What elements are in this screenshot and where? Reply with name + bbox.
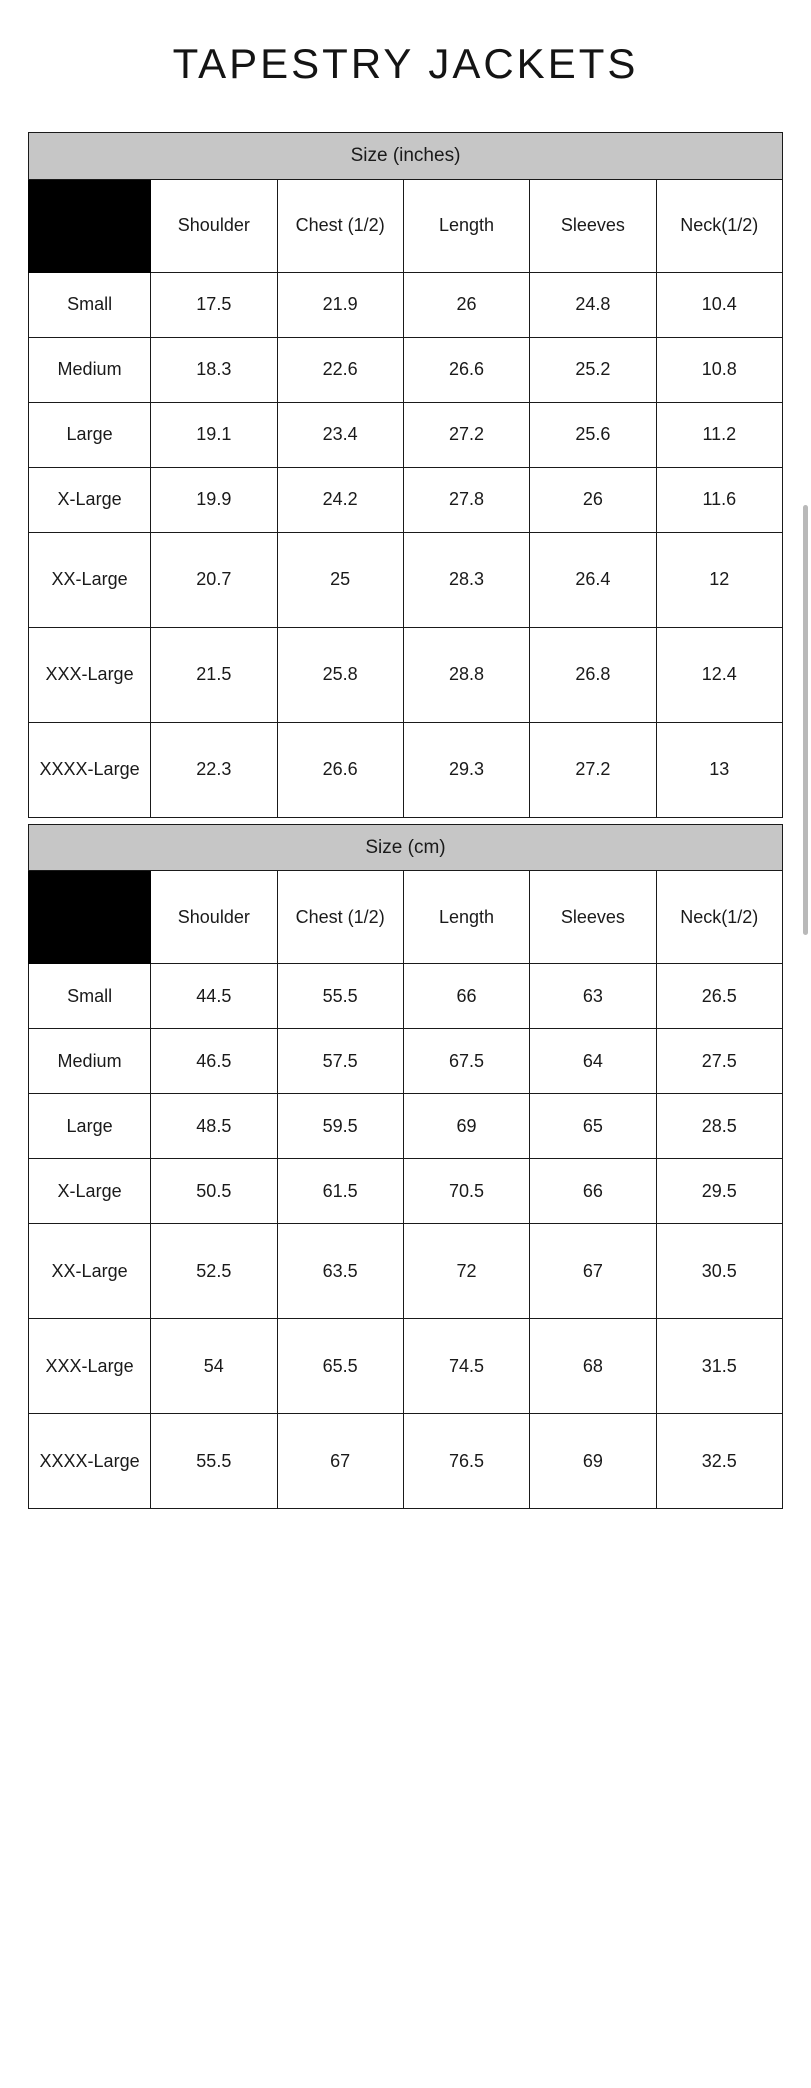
row-label: XXX-Large — [29, 1319, 151, 1414]
cell-length: 27.2 — [403, 402, 529, 467]
size-chart-page — [0, 40, 811, 1509]
table-row — [29, 1319, 783, 1414]
section-header-label-cm: Size (cm) — [29, 824, 783, 871]
row-label: XXXX-Large — [29, 722, 151, 817]
cell-chest: 24.2 — [277, 467, 403, 532]
column-header-neck-inches: Neck(1/2) — [656, 179, 782, 272]
cell-sleeves: 26.4 — [530, 532, 656, 627]
cell-sleeves: 27.2 — [530, 722, 656, 817]
table-row — [29, 467, 783, 532]
cell-neck: 31.5 — [656, 1319, 782, 1414]
cell-neck: 30.5 — [656, 1224, 782, 1319]
table-row — [29, 627, 783, 722]
cell-length: 28.8 — [403, 627, 529, 722]
cell-sleeves: 25.2 — [530, 337, 656, 402]
cell-shoulder: 52.5 — [151, 1224, 277, 1319]
cell-chest: 25.8 — [277, 627, 403, 722]
cell-sleeves: 24.8 — [530, 272, 656, 337]
cell-shoulder: 18.3 — [151, 337, 277, 402]
cell-shoulder: 19.9 — [151, 467, 277, 532]
cell-shoulder: 21.5 — [151, 627, 277, 722]
column-header-chest-inches: Chest (1/2) — [277, 179, 403, 272]
row-label: Medium — [29, 337, 151, 402]
cell-neck: 13 — [656, 722, 782, 817]
corner-cell-cm — [29, 871, 151, 964]
size-tables-container — [28, 132, 783, 1509]
cell-shoulder: 17.5 — [151, 272, 277, 337]
cell-length: 70.5 — [403, 1159, 529, 1224]
column-header-length-cm: Length — [403, 871, 529, 964]
table-row — [29, 337, 783, 402]
cell-shoulder: 54 — [151, 1319, 277, 1414]
cell-chest: 55.5 — [277, 964, 403, 1029]
section-header-row-inches — [29, 133, 783, 180]
cell-shoulder: 20.7 — [151, 532, 277, 627]
cell-shoulder: 19.1 — [151, 402, 277, 467]
cell-sleeves: 66 — [530, 1159, 656, 1224]
table-row — [29, 1029, 783, 1094]
cell-chest: 22.6 — [277, 337, 403, 402]
column-header-sleeves-inches: Sleeves — [530, 179, 656, 272]
cell-length: 28.3 — [403, 532, 529, 627]
size-table-cm — [28, 824, 783, 1510]
cell-neck: 11.6 — [656, 467, 782, 532]
row-label: Medium — [29, 1029, 151, 1094]
column-header-shoulder-cm: Shoulder — [151, 871, 277, 964]
cell-chest: 63.5 — [277, 1224, 403, 1319]
cell-shoulder: 44.5 — [151, 964, 277, 1029]
cell-neck: 32.5 — [656, 1414, 782, 1509]
table-row — [29, 1224, 783, 1319]
row-label: XXX-Large — [29, 627, 151, 722]
column-header-shoulder-inches: Shoulder — [151, 179, 277, 272]
cell-chest: 57.5 — [277, 1029, 403, 1094]
cell-shoulder: 46.5 — [151, 1029, 277, 1094]
row-label: X-Large — [29, 467, 151, 532]
row-label: X-Large — [29, 1159, 151, 1224]
row-label: Large — [29, 1094, 151, 1159]
table-row — [29, 722, 783, 817]
cell-length: 74.5 — [403, 1319, 529, 1414]
cell-shoulder: 55.5 — [151, 1414, 277, 1509]
cell-sleeves: 67 — [530, 1224, 656, 1319]
cell-chest: 65.5 — [277, 1319, 403, 1414]
cell-sleeves: 65 — [530, 1094, 656, 1159]
column-header-row-cm — [29, 871, 783, 964]
column-header-sleeves-cm: Sleeves — [530, 871, 656, 964]
cell-neck: 26.5 — [656, 964, 782, 1029]
table-row — [29, 272, 783, 337]
column-header-chest-cm: Chest (1/2) — [277, 871, 403, 964]
row-label: Large — [29, 402, 151, 467]
vertical-scrollbar[interactable] — [803, 505, 808, 935]
row-label: Small — [29, 964, 151, 1029]
row-label: XX-Large — [29, 1224, 151, 1319]
cell-chest: 26.6 — [277, 722, 403, 817]
cell-chest: 59.5 — [277, 1094, 403, 1159]
column-header-length-inches: Length — [403, 179, 529, 272]
cell-length: 76.5 — [403, 1414, 529, 1509]
page-title: TAPESTRY JACKETS — [172, 40, 639, 87]
table-row — [29, 1159, 783, 1224]
cell-shoulder: 50.5 — [151, 1159, 277, 1224]
row-label: Small — [29, 272, 151, 337]
cell-sleeves: 68 — [530, 1319, 656, 1414]
table-row — [29, 964, 783, 1029]
table-row — [29, 402, 783, 467]
cell-sleeves: 69 — [530, 1414, 656, 1509]
corner-cell-inches — [29, 179, 151, 272]
cell-length: 72 — [403, 1224, 529, 1319]
cell-sleeves: 63 — [530, 964, 656, 1029]
cell-sleeves: 26 — [530, 467, 656, 532]
cell-neck: 27.5 — [656, 1029, 782, 1094]
cell-length: 29.3 — [403, 722, 529, 817]
cell-neck: 12 — [656, 532, 782, 627]
table-row — [29, 532, 783, 627]
cell-shoulder: 48.5 — [151, 1094, 277, 1159]
cell-neck: 11.2 — [656, 402, 782, 467]
cell-chest: 67 — [277, 1414, 403, 1509]
cell-neck: 29.5 — [656, 1159, 782, 1224]
table-row — [29, 1414, 783, 1509]
row-label: XXXX-Large — [29, 1414, 151, 1509]
cell-neck: 10.4 — [656, 272, 782, 337]
cell-length: 26 — [403, 272, 529, 337]
cell-length: 67.5 — [403, 1029, 529, 1094]
cell-sleeves: 64 — [530, 1029, 656, 1094]
cell-neck: 12.4 — [656, 627, 782, 722]
cell-length: 66 — [403, 964, 529, 1029]
cell-sleeves: 26.8 — [530, 627, 656, 722]
cell-length: 69 — [403, 1094, 529, 1159]
column-header-row-inches — [29, 179, 783, 272]
cell-length: 27.8 — [403, 467, 529, 532]
cell-chest: 25 — [277, 532, 403, 627]
cell-neck: 28.5 — [656, 1094, 782, 1159]
cell-length: 26.6 — [403, 337, 529, 402]
section-header-label-inches: Size (inches) — [29, 133, 783, 180]
table-row — [29, 1094, 783, 1159]
cell-chest: 21.9 — [277, 272, 403, 337]
cell-chest: 61.5 — [277, 1159, 403, 1224]
cell-shoulder: 22.3 — [151, 722, 277, 817]
cell-chest: 23.4 — [277, 402, 403, 467]
cell-neck: 10.8 — [656, 337, 782, 402]
row-label: XX-Large — [29, 532, 151, 627]
column-header-neck-cm: Neck(1/2) — [656, 871, 782, 964]
cell-sleeves: 25.6 — [530, 402, 656, 467]
size-table-inches — [28, 132, 783, 818]
section-header-row-cm — [29, 824, 783, 871]
